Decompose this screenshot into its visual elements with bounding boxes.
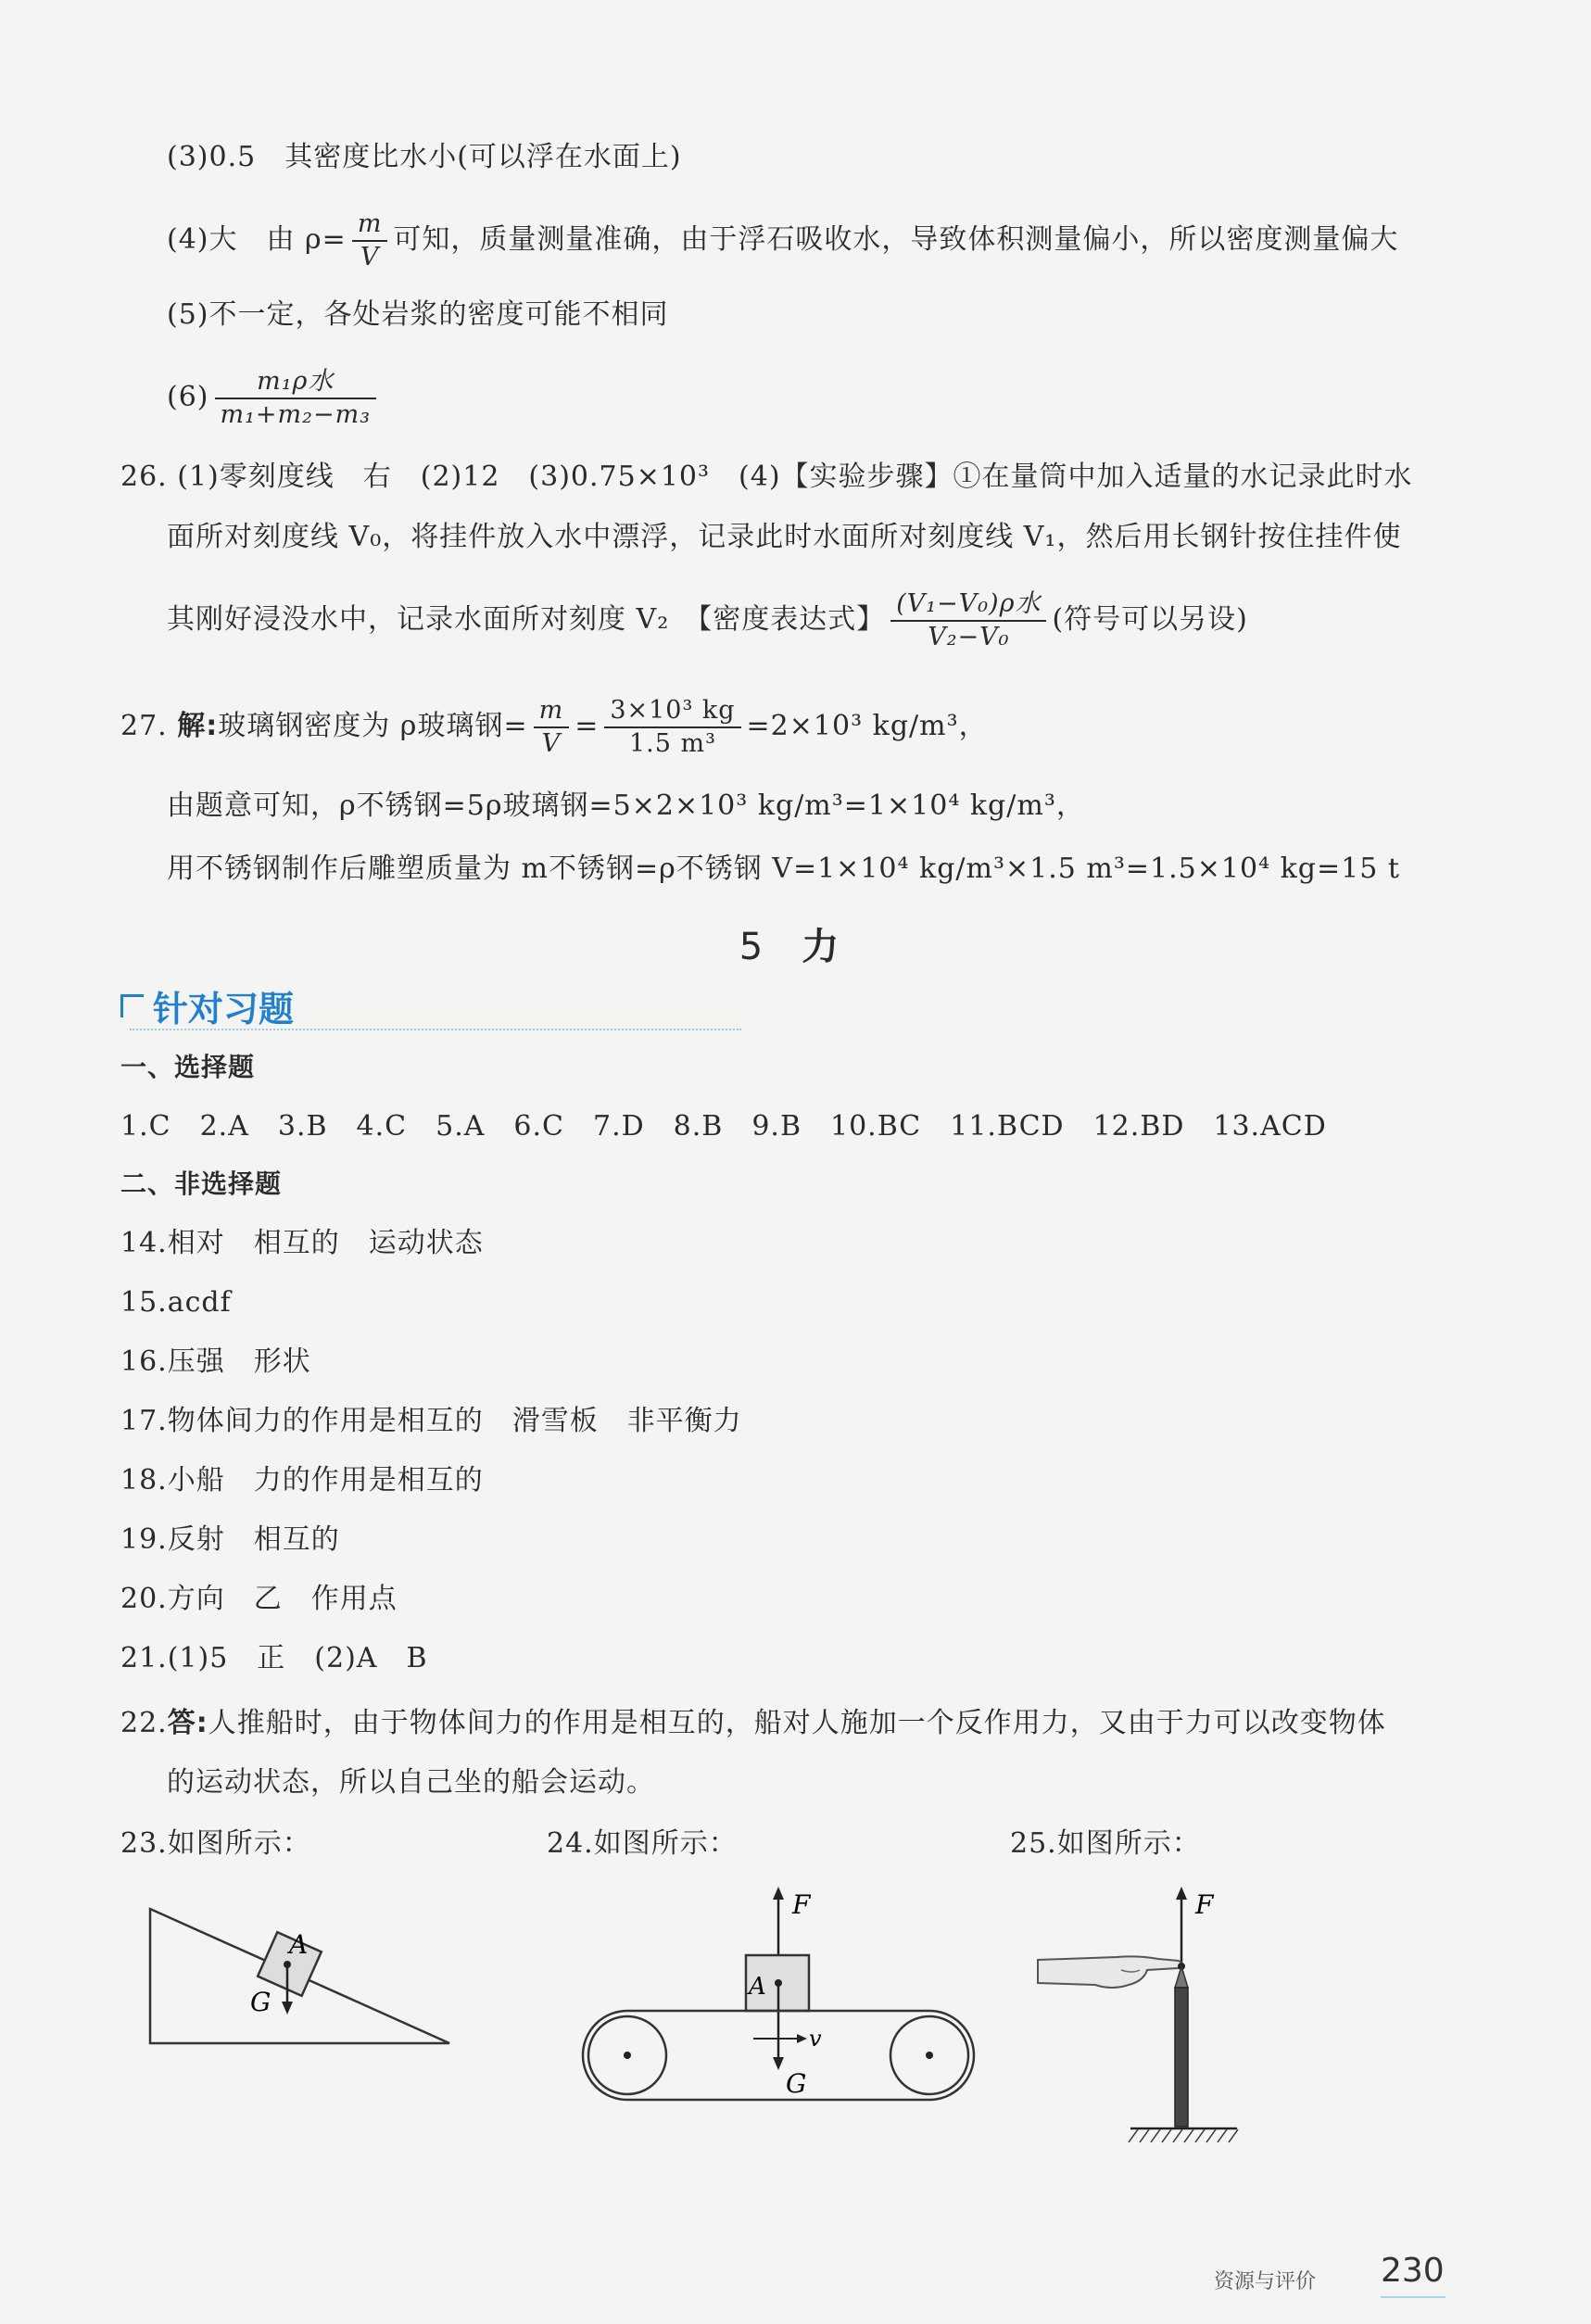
block-label: A bbox=[289, 1929, 309, 1960]
pencil-body bbox=[1175, 1988, 1188, 2127]
page-number: 230 bbox=[1381, 2252, 1445, 2290]
section-name: 力 bbox=[802, 926, 852, 968]
force-f-arrowhead bbox=[773, 1887, 784, 1900]
frac-den: V bbox=[360, 243, 380, 272]
finger-hand bbox=[1038, 1956, 1182, 1988]
q27-line3: 用不锈钢制作后雕塑质量为 m不锈钢=ρ不锈钢 V=1×10⁴ kg/m³×1.5 m³=1.5×10⁴ kg=15 t bbox=[167, 853, 1400, 885]
answer-21: 21.(1)5 正 (2)A B bbox=[120, 1642, 428, 1674]
gravity-arrowhead bbox=[282, 2002, 293, 2015]
banner-divider bbox=[130, 1029, 741, 1030]
velocity-label: v bbox=[809, 2026, 822, 2052]
exercise-banner bbox=[120, 980, 294, 1031]
fig25-caption: 25.如图所示： bbox=[1010, 1827, 1201, 1860]
force-label-f: F bbox=[792, 1889, 811, 1920]
section-number: 5 bbox=[739, 926, 777, 968]
left-roller-axle bbox=[624, 2052, 631, 2059]
q27-fraction-m-v bbox=[534, 695, 570, 760]
velocity-arrowhead bbox=[797, 2034, 807, 2043]
frac-num: m₁ρ水 bbox=[215, 366, 377, 399]
frac-den: m₁+m₂−m₃ bbox=[220, 400, 372, 429]
q27-line1-post: =2×10³ kg/m³， bbox=[746, 710, 988, 742]
q27-eq: = bbox=[575, 710, 600, 742]
answer-15: 15.acdf bbox=[120, 1286, 232, 1319]
fig23-caption: 23.如图所示： bbox=[120, 1827, 311, 1860]
force-f-arrowhead bbox=[1176, 1887, 1187, 1900]
frac-num: m bbox=[352, 208, 388, 242]
q27-fraction-values bbox=[604, 695, 740, 760]
frac-num: 3×10³ kg bbox=[604, 695, 740, 728]
q25-fraction-m-v bbox=[352, 208, 388, 273]
fig24-caption: 24.如图所示： bbox=[547, 1827, 738, 1860]
q25-line4-post: 可知，质量测量准确，由于浮石吸收水，导致体积测量偏小，所以密度测量偏大 bbox=[393, 223, 1399, 256]
answer-17: 17.物体间力的作用是相互的 滑雪板 非平衡力 bbox=[120, 1405, 742, 1437]
answer-14: 14.相对 相互的 运动状态 bbox=[120, 1227, 484, 1259]
q27-line1 bbox=[120, 695, 988, 760]
pencil-tip bbox=[1175, 1966, 1188, 1988]
ground-hatching bbox=[1129, 2129, 1238, 2142]
q25-line4 bbox=[167, 208, 1398, 273]
banner-text: 针对习题 bbox=[153, 989, 295, 1029]
q22-label: 22. bbox=[120, 1707, 168, 1739]
q22-da: 答: bbox=[167, 1707, 208, 1739]
q26-density-expression bbox=[890, 588, 1046, 653]
fig25-finger-pencil-diagram bbox=[1029, 1881, 1269, 2159]
answer-16: 16.压强 形状 bbox=[120, 1345, 311, 1378]
part1-heading: 一、选择题 bbox=[120, 1052, 256, 1082]
section-title bbox=[0, 917, 1591, 970]
answer-18: 18.小船 力的作用是相互的 bbox=[120, 1464, 484, 1497]
footer-label: 资源与评价 bbox=[1214, 2270, 1317, 2293]
q25-line6-pre: (6) bbox=[167, 381, 209, 413]
frac-num: m bbox=[534, 695, 570, 728]
frac-num: (V₁−V₀)ρ水 bbox=[890, 588, 1046, 622]
gravity-arrowhead bbox=[773, 2057, 784, 2070]
q25-line5: (5)不一定，各处岩浆的密度可能不相同 bbox=[167, 298, 669, 331]
answer-22-line1 bbox=[120, 1705, 1386, 1742]
q26-line2: 面所对刻度线 V₀，将挂件放入水中漂浮，记录此时水面所对刻度线 V₁，然后用长钢针按住挂件使 bbox=[167, 521, 1402, 553]
q26-line3-post: (符号可以另设) bbox=[1052, 603, 1248, 636]
q25-fraction-density bbox=[215, 366, 377, 431]
q27-jie: 解: bbox=[177, 710, 219, 742]
q27-line1-pre: 玻璃钢密度为 ρ玻璃钢= bbox=[218, 710, 528, 742]
bookmark-icon bbox=[120, 994, 144, 1017]
force-label-g: G bbox=[786, 2068, 807, 2099]
q25-line6 bbox=[167, 366, 382, 431]
q27-line2: 由题意可知，ρ不锈钢=5ρ玻璃钢=5×2×10³ kg/m³=1×10⁴ kg/m³， bbox=[167, 789, 1085, 822]
q26-line3 bbox=[167, 588, 1248, 653]
q26-line1: 26. (1)零刻度线 右 (2)12 (3)0.75×10³ (4)【实验步骤】①在量筒中加入适量的水记录此时水 bbox=[120, 461, 1413, 493]
footer-rule bbox=[1381, 2296, 1446, 2298]
force-label-f: F bbox=[1195, 1889, 1214, 1920]
frac-den: 1.5 m³ bbox=[628, 729, 716, 758]
fig23-incline-diagram bbox=[139, 1890, 463, 2066]
q26-line3-pre: 其刚好浸没水中，记录水面所对刻度 V₂ 【密度表达式】 bbox=[167, 603, 886, 636]
part1-answers: 1.C 2.A 3.B 4.C 5.A 6.C 7.D 8.B 9.B 10.BC 11.BCD 12.BD 13.ACD bbox=[120, 1110, 1327, 1143]
block-label: A bbox=[749, 1973, 766, 2001]
q25-line3: (3)0.5 其密度比水小(可以浮在水面上) bbox=[167, 141, 682, 173]
q22-text: 人推船时，由于物体间力的作用是相互的，船对人施加一个反作用力，又由于力可以改变物体 bbox=[208, 1707, 1386, 1739]
fig24-conveyor-diagram bbox=[570, 1881, 996, 2103]
q25-line4-pre: (4)大 由 ρ= bbox=[167, 223, 347, 256]
answer-19: 19.反射 相互的 bbox=[120, 1523, 340, 1556]
answer-22-line2: 的运动状态，所以自己坐的船会运动。 bbox=[167, 1766, 655, 1799]
q27-label: 27. bbox=[120, 710, 168, 742]
part2-heading: 二、非选择题 bbox=[120, 1168, 283, 1199]
right-roller-axle bbox=[926, 2052, 933, 2059]
answer-20: 20.方向 乙 作用点 bbox=[120, 1583, 398, 1615]
force-label-g: G bbox=[250, 1987, 271, 2017]
frac-den: V bbox=[541, 729, 562, 758]
frac-den: V₂−V₀ bbox=[928, 623, 1010, 651]
